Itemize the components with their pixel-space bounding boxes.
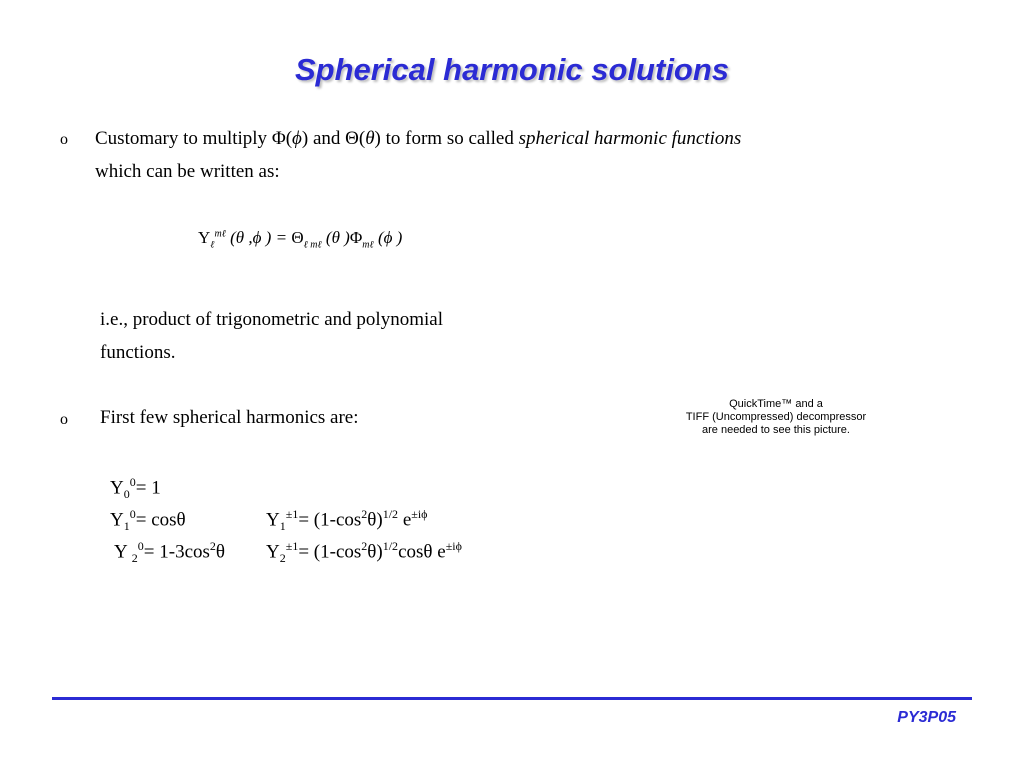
harmonic-y10: $Y_1^0= \cos\theta$: [110, 507, 186, 534]
harmonic-y20: Y $_2^0= 1-3\cos^2\theta$: [114, 539, 226, 566]
harmonic-y21: $Y_2^{\pm 1}= (1-\cos^2\theta)^{1/2}\cos\theta$ $e^{\pm i\phi}$: [266, 539, 462, 566]
bullet-marker: o: [60, 131, 68, 148]
course-code-label: PY3P05: [897, 709, 956, 726]
quicktime-placeholder: QuickTime™ and a TIFF (Uncompressed) decompressor are needed to see this picture.: [685, 398, 867, 436]
spherical-harmonic-formula: $Y_\ell^{m\ell}$ (θ ,ϕ ) = $\Theta_{\ell m\ell}$ (θ )$\Phi_{m\ell}$ (ϕ ): [198, 228, 403, 251]
harmonic-y00: $Y_0^0= 1$: [110, 475, 161, 502]
note-line-1: i.e., product of trigonometric and polynomial: [100, 309, 443, 330]
bullet-1-line-1: Customary to multiply Φ(ϕ) and Θ(θ) to form so called spherical harmonic functions: [95, 128, 742, 149]
bullet-1-line-2: which can be written as:: [95, 161, 280, 182]
bullet-marker: o: [60, 411, 68, 428]
footer-divider: [52, 697, 972, 700]
slide-title: Spherical harmonic solutions: [294, 52, 730, 87]
note-line-2: functions.: [100, 342, 176, 363]
harmonic-y11: $Y_1^{\pm 1}= (1-\cos^2\theta)^{1/2}$ $e^{\pm i\phi}$: [266, 507, 428, 534]
bullet-2-text: First few spherical harmonics are:: [100, 407, 359, 428]
